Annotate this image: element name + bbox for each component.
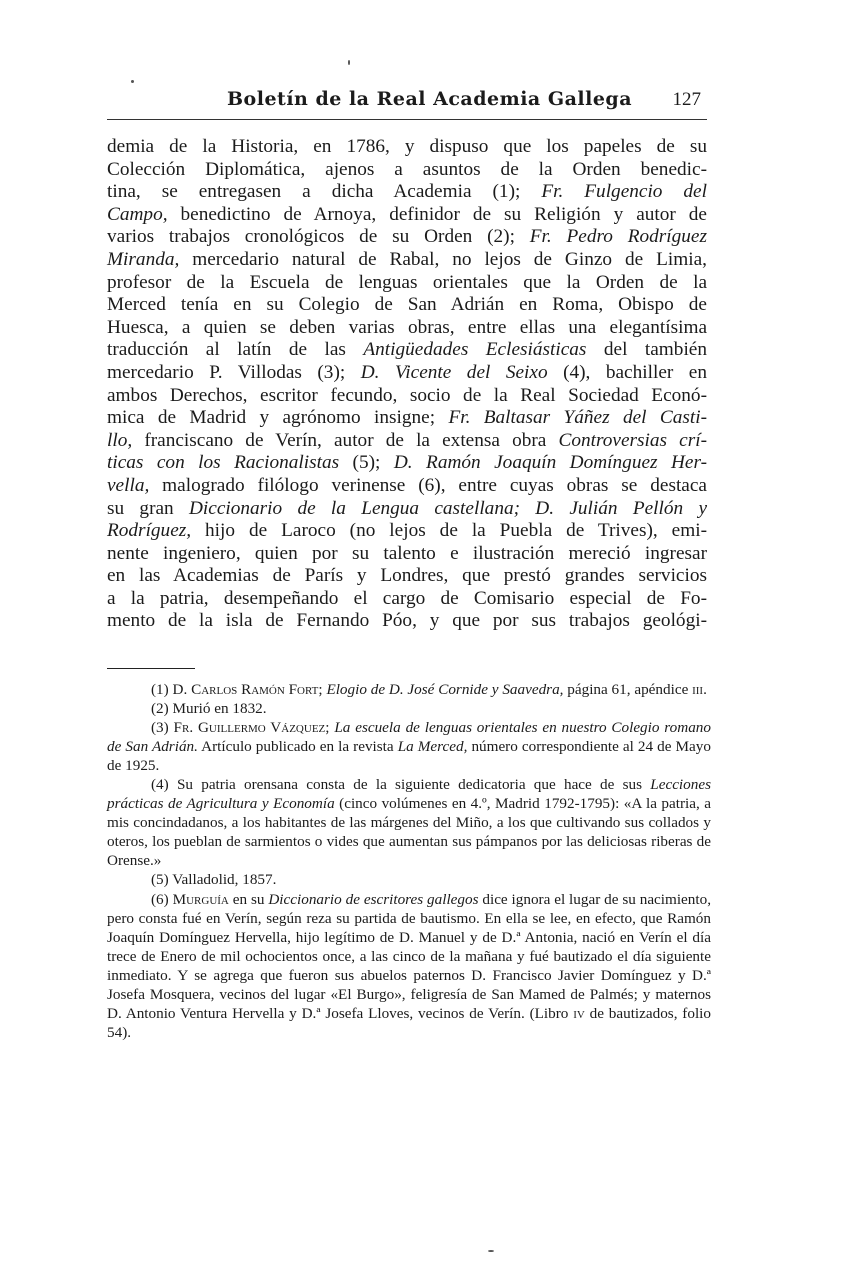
body-text	[107, 136, 707, 633]
body-line	[107, 407, 707, 430]
body-text-segment: (4), bachiller en	[547, 361, 707, 383]
body-text-segment: su gran	[107, 497, 189, 519]
body-text-segment: franciscano de Verín, autor de la extensa obra	[132, 429, 559, 451]
footnote-author: Murguía	[172, 890, 229, 908]
body-italic-segment: Fr. Baltasar Yáñez del Casti-	[448, 407, 707, 429]
footnote-3	[107, 718, 711, 775]
footnote-text: número correspondiente al 24 de Mayo de 1925.	[107, 738, 711, 775]
footnote-author: Carlos Ramón Fort	[191, 681, 319, 698]
body-text-segment: Merced tenía en su Colegio de San Adrián en Roma, Obispo de	[107, 294, 707, 316]
body-text-segment: nente ingeniero, quien por su talento e ilustración mereció ingresar	[107, 542, 707, 564]
body-line	[107, 498, 707, 521]
body-line	[107, 565, 707, 588]
footnote-text: D.	[172, 681, 192, 698]
footnote-text: (4) Su patria orensana consta de la siguiente dedicatoria que hace de sus	[151, 776, 651, 794]
body-line	[107, 181, 707, 204]
body-text-segment: profesor de la Escuela de lenguas orientales que la Orden de la	[107, 271, 707, 293]
body-italic-segment: Antigüedades Eclesiásticas	[363, 339, 587, 361]
footnote-text: de bautizados, folio 54).	[107, 1004, 711, 1041]
footnote-italic: Diccionario de escritores gallegos	[268, 890, 479, 908]
body-line	[107, 475, 707, 498]
footnote-text: ;	[318, 681, 327, 698]
footnotes	[107, 680, 711, 1042]
body-text-segment: mercedario natural de Rabal, no lejos de Ginzo de Limia,	[179, 248, 707, 270]
body-italic-segment: Controversias crí-	[558, 429, 707, 451]
body-italic-segment: vella,	[107, 474, 150, 496]
footnote-author: iv	[573, 1004, 585, 1022]
body-italic-segment: ticas con los Racionalistas	[107, 452, 340, 474]
body-text-segment: benedictino de Arnoya, definidor de su Religión y autor de	[167, 203, 707, 225]
body-line	[107, 610, 707, 633]
body-italic-segment: Fr. Pedro Rodríguez	[529, 226, 707, 248]
body-italic-segment: llo,	[107, 429, 133, 451]
body-text-segment: (5);	[339, 452, 394, 474]
body-line	[107, 159, 707, 182]
body-text-segment: varios trabajos cronológicos de su Orden (2);	[107, 226, 530, 248]
footnote-italic: Elogio de D. José Cornide y Saavedra,	[326, 681, 564, 698]
body-text-segment: en las Academias de París y Londres, que prestó grandes servicios	[107, 565, 707, 587]
body-line	[107, 362, 707, 385]
body-italic-segment: Campo,	[107, 203, 168, 225]
footnote-italic: La escuela de lenguas orientales en nuestro Colegio romano de San Adrián.	[107, 719, 711, 756]
body-italic-segment: D. Vicente del Seixo	[360, 361, 548, 383]
body-line	[107, 543, 707, 566]
body-italic-segment: Fr. Fulgencio del	[541, 181, 707, 203]
footnote-text: página 61, apéndice	[563, 681, 693, 698]
footnote-italic: La Merced,	[397, 738, 468, 756]
body-line	[107, 339, 707, 362]
body-text-segment: malogrado filólogo verinense (6), entre cuyas obras se destaca	[149, 474, 707, 496]
footnote-text: (3)	[151, 719, 174, 737]
body-line	[107, 452, 707, 475]
footnote-6	[107, 890, 711, 1042]
body-text-segment: tina, se entregasen a dicha Academia (1);	[107, 181, 542, 203]
body-line	[107, 430, 707, 453]
body-line	[107, 317, 707, 340]
body-line	[107, 385, 707, 408]
body-text-segment: mento de la isla de Fernando Póo, y que por sus trabajos geológi-	[107, 610, 707, 632]
footnote-rule	[107, 668, 195, 669]
print-speck	[348, 60, 350, 65]
body-text-segment: traducción al latín de las	[107, 339, 364, 361]
body-line	[107, 136, 707, 159]
body-line	[107, 294, 707, 317]
footnote-4	[107, 775, 711, 870]
footnote-2	[107, 699, 711, 718]
footnote-text: (2) Murió en 1832.	[151, 700, 267, 718]
body-line	[107, 226, 707, 249]
body-italic-segment: D. Ramón Joaquín Domínguez Her-	[393, 452, 707, 474]
footnote-text: (6)	[151, 890, 173, 908]
footnote-text: Artículo publicado en la revista	[197, 738, 398, 756]
footnote-text: (1)	[151, 681, 173, 698]
body-text-segment: mercedario P. Villodas (3);	[107, 361, 361, 383]
body-text-segment: mica de Madrid y agrónomo insigne;	[107, 407, 449, 429]
body-line	[107, 204, 707, 227]
body-text-segment: del también	[586, 339, 707, 361]
header-rule	[107, 119, 707, 120]
body-text-segment: a la patria, desempeñando el cargo de Comisario especial de Fo-	[107, 587, 707, 609]
body-italic-segment: Miranda,	[107, 248, 180, 270]
body-italic-segment: Diccionario de la Lengua castellana; D. Julián Pellón y	[188, 497, 708, 519]
footnote-text: en su	[228, 890, 269, 908]
footnote-text: .	[703, 681, 707, 698]
footnote-author: iii	[692, 681, 704, 698]
page-header	[107, 86, 707, 116]
body-line	[107, 272, 707, 295]
print-speck	[131, 80, 134, 83]
body-text-segment: ambos Derechos, escritor fecundo, socio de la Real Sociedad Econó-	[107, 384, 707, 406]
body-line	[107, 520, 707, 543]
footnote-1	[107, 680, 711, 699]
footnote-5	[107, 870, 711, 889]
footnote-text: ;	[325, 719, 335, 737]
footnote-text: (5) Valladolid, 1857.	[151, 871, 277, 889]
footnote-text: (cinco volúmenes en 4.º, Madrid 1792-1795): «A la patria, a mis concindadanos, a los habitantes de las márgenes del Miño, a los que cultivando sus collados y oteros, los pueblan de sarmientos o vides que aumentan sus pámpanos por las deliciosas riberas de Orense.»	[107, 795, 711, 870]
footnote-text: dice ignora el lugar de su nacimiento, pero consta fué en Verín, según reza su partida de bautismo. En ella se lee, en efecto, que Ramón Joaquín Domínguez Hervella, hijo legítimo de D. Manuel y de D.ª Antonia, nació en Verín el día trece de Enero de mil ochocientos once, a las cinco de la mañana y fué bautizado el día siguiente inmediato. Y se agrega que fueron sus abuelos paternos D. Francisco Javier Domínguez y D.ª Josefa Mosquera, vecinos del lugar «El Burgo», feligresía de San Mamed de Palmés; y maternos D. Antonio Ventura Hervella y D.ª Josefa Lloves, vecinos de Verín. (Libro	[107, 890, 711, 1022]
print-speck	[488, 1250, 494, 1252]
page-number: 127	[672, 89, 701, 110]
body-text-segment: hijo de Laroco (no lejos de la Puebla de Trives), emi-	[191, 520, 707, 542]
body-text-segment: demia de la Historia, en 1786, y dispuso que los papeles de su	[107, 136, 707, 157]
footnote-author: Fr. Guillermo Vázquez	[173, 719, 326, 737]
body-italic-segment: Rodríguez,	[107, 520, 192, 542]
body-text-segment: Huesca, a quien se deben varias obras, entre ellas una elegantísima	[107, 316, 707, 338]
running-title: Boletín de la Real Academia Gallega	[227, 88, 633, 110]
body-line	[107, 588, 707, 611]
body-line	[107, 249, 707, 272]
body-text-segment: Colección Diplomática, ajenos a asuntos de la Orden benedic-	[107, 158, 707, 180]
footnote-italic: Lecciones prácticas de Agricultura y Economía	[107, 776, 711, 813]
